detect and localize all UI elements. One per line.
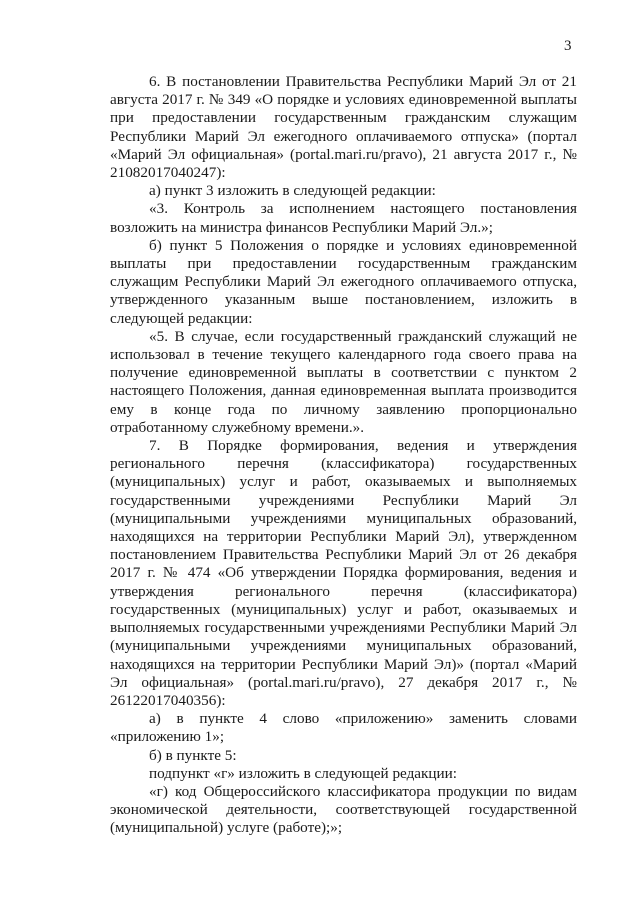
- subparagraph-6b: б) пункт 5 Положения о порядке и условиях единовременной выплаты при предоставлении государственным гражданским служащим Республики Марий Эл ежегодного оплачиваемого отпуска, утвержденного указанным выше постановлением, изложить в следующей редакции:: [110, 236, 577, 327]
- page-number: 3: [564, 38, 572, 54]
- subparagraph-7a: а) в пункте 4 слово «приложению» заменить словами «приложению 1»;: [110, 710, 577, 746]
- subparagraph-7b: б) в пункте 5:: [149, 746, 237, 764]
- paragraph-6: 6. В постановлении Правительства Республики Марий Эл от 21 августа 2017 г. № 349 «О порядке и условиях единовременной выплаты при предоставлении государственным гражданским служащим Республики Марий Эл ежегодного оплачиваемого отпуска» (портал «Марий Эл официальная» (portal.mari.ru/pravo), 21 августа 2017 г., № 21082017040247):: [110, 73, 577, 182]
- quoted-clause-5: «5. В случае, если государственный гражданский служащий не использовал в течение текущего календарного года своего права на получение единовременной выплаты в соответствии с пунктом 2 настоящего Положения, данная единовременная выплата производится ему в конце года по личному заявлению пропорционально отработанному служебному времени.».: [110, 327, 577, 436]
- paragraph-7: 7. В Порядке формирования, ведения и утверждения регионального перечня (классификатора) государственных (муниципальных) услуг и работ, оказываемых и выполняемых государственными учреждениями Республики Марий Эл (муниципальными учреждениями муниципальных образований, находящихся на территории Республики Марий Эл), утвержденном постановлением Правительства Республики Марий Эл от 26 декабря 2017 г. № 474 «Об утверждении Порядка формирования, ведения и утверждения регионального перечня (классификатора) государственных (муниципальных) услуг и работ, оказываемых и выполняемых государственными учреждениями Республики Марий Эл (муниципальными учреждениями муниципальных образований, находящихся на территории Республики Марий Эл)» (портал «Марий Эл официальная» (portal.mari.ru/pravo), 27 декабря 2017 г., № 26122017040356):: [110, 437, 577, 709]
- subpoint-g-intro: подпункт «г» изложить в следующей редакции:: [149, 764, 458, 782]
- quoted-subpoint-g: «г) код Общероссийского классификатора продукции по видам экономической деятельности, соответствующей государственной (муниципальной) услуге (работе);»;: [110, 782, 577, 837]
- subparagraph-6a: а) пункт 3 изложить в следующей редакции:: [149, 182, 436, 200]
- quoted-clause-3: «3. Контроль за исполнением настоящего постановления возложить на министра финансов Республики Марий Эл.»;: [110, 200, 577, 236]
- document-body: [110, 73, 577, 838]
